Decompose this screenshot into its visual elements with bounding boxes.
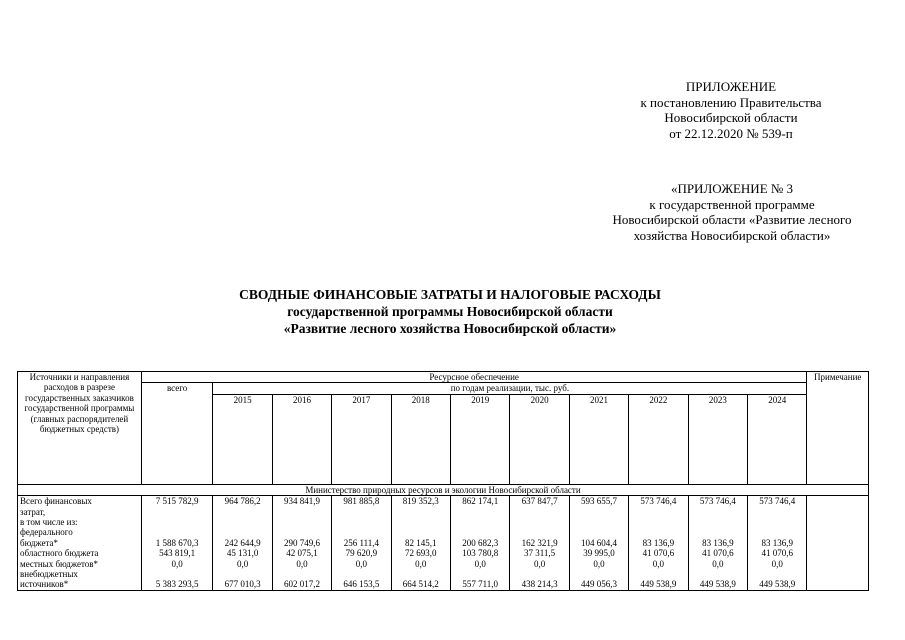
value-local: 0,0 xyxy=(771,558,783,569)
value-regional: 41 070,6 xyxy=(642,548,675,559)
year-values-cell xyxy=(510,496,569,591)
value-extrabudgetary: 664 514,2 xyxy=(402,579,439,590)
value-total: 964 786,2 xyxy=(224,496,261,507)
value-local: 0,0 xyxy=(593,558,605,569)
source-column-header: Источники и направления расходов в разрезе государственных заказчиков государственной программы (главных распорядителей бюджетных средств) xyxy=(18,372,142,485)
value-total: 637 847,7 xyxy=(521,496,558,507)
appendix-title: ПРИЛОЖЕНИЕ xyxy=(685,79,777,94)
value-local: 0,0 xyxy=(533,558,546,569)
value-regional: 41 070,6 xyxy=(702,548,734,559)
appendix3-header xyxy=(580,181,884,243)
year-values-cell xyxy=(272,496,331,591)
source-line: источников* xyxy=(20,579,69,590)
year-values-cell xyxy=(629,496,688,591)
year-header: 2023 xyxy=(688,394,747,484)
value-extrabudgetary: 449 538,9 xyxy=(759,579,796,590)
source-line: федерального xyxy=(20,527,73,538)
value-total: 7 515 782,9 xyxy=(155,496,199,507)
value-local: 0,0 xyxy=(474,558,486,569)
value-total: 934 841,9 xyxy=(283,496,320,507)
year-values-cell xyxy=(688,496,747,591)
value-federal: 83 136,9 xyxy=(761,537,793,548)
appendix-line: Новосибирской области xyxy=(664,110,798,125)
ministry-row: Министерство природных ресурсов и экологии Новосибирской области xyxy=(18,484,869,495)
value-extrabudgetary: 557 711,0 xyxy=(462,579,499,590)
value-local: 0,0 xyxy=(355,558,367,569)
year-values-cell xyxy=(213,496,272,591)
value-federal: 83 136,9 xyxy=(702,537,734,548)
year-header: 2022 xyxy=(629,394,688,484)
appendix3-line: Новосибирской области «Развитие лесного xyxy=(612,212,852,227)
value-regional: 45 131,0 xyxy=(226,548,259,559)
note-cell xyxy=(807,496,869,591)
value-extrabudgetary: 449 538,9 xyxy=(640,579,677,590)
value-regional: 39 995,0 xyxy=(583,548,615,559)
document-title xyxy=(130,286,770,337)
value-total: 573 746,4 xyxy=(640,496,677,507)
title-line: государственной программы Новосибирской области xyxy=(287,304,613,319)
value-extrabudgetary: 449 056,3 xyxy=(581,579,617,590)
value-local: 0,0 xyxy=(652,558,665,569)
by-years-header: по годам реализации, тыс. руб. xyxy=(213,383,807,394)
appendix-line: к постановлению Правительства xyxy=(640,94,822,110)
year-header: 2018 xyxy=(391,394,450,484)
value-extrabudgetary: 602 017,2 xyxy=(283,579,320,590)
value-extrabudgetary: 449 538,9 xyxy=(699,579,736,590)
year-header: 2016 xyxy=(272,394,331,484)
value-total: 593 655,7 xyxy=(581,496,617,507)
value-regional: 79 620,9 xyxy=(345,548,378,559)
source-cell xyxy=(18,496,142,591)
appendix3-title: «ПРИЛОЖЕНИЕ № 3 xyxy=(670,181,794,196)
value-extrabudgetary: 677 010,3 xyxy=(224,579,261,590)
value-regional: 543 819,1 xyxy=(159,548,196,559)
value-regional: 37 311,5 xyxy=(524,548,556,559)
note-column-header: Примечание xyxy=(807,372,869,485)
value-regional: 41 070,6 xyxy=(761,548,793,559)
total-values-cell xyxy=(141,496,213,591)
value-extrabudgetary: 5 383 293,5 xyxy=(155,579,199,590)
appendix-header xyxy=(600,79,862,141)
value-federal: 162 321,9 xyxy=(521,537,558,548)
value-local: 0,0 xyxy=(415,558,427,569)
value-total: 573 746,4 xyxy=(699,496,736,507)
year-header: 2024 xyxy=(748,394,807,484)
value-local: 0,0 xyxy=(296,558,308,569)
value-extrabudgetary: 438 214,3 xyxy=(521,579,558,590)
year-header: 2019 xyxy=(450,394,509,484)
value-total: 862 174,1 xyxy=(462,496,499,507)
year-header: 2015 xyxy=(213,394,272,484)
total-column-header: всего xyxy=(141,383,213,484)
value-local: 0,0 xyxy=(236,558,249,569)
source-line: местных бюджетов* xyxy=(20,558,99,569)
value-local: 0,0 xyxy=(171,558,183,569)
value-regional: 42 075,1 xyxy=(286,548,318,559)
value-total: 981 885,8 xyxy=(343,496,380,507)
value-total: 573 746,4 xyxy=(759,496,796,507)
year-values-cell xyxy=(332,496,391,591)
year-header: 2020 xyxy=(510,394,569,484)
year-values-cell xyxy=(569,496,628,591)
value-federal: 256 111,4 xyxy=(343,537,380,548)
value-total: 819 352,3 xyxy=(402,496,439,507)
year-values-cell xyxy=(391,496,450,591)
value-regional: 72 693,0 xyxy=(405,548,437,559)
value-federal: 290 749,6 xyxy=(283,537,320,548)
value-federal: 104 604,4 xyxy=(581,537,617,548)
value-federal: 200 682,3 xyxy=(462,537,499,548)
financial-costs-table xyxy=(17,371,869,591)
value-federal: 82 145,1 xyxy=(405,537,437,548)
value-federal: 83 136,9 xyxy=(642,537,675,548)
source-line: бюджета* xyxy=(20,537,59,548)
value-local: 0,0 xyxy=(712,558,724,569)
appendix3-line: к государственной программе xyxy=(649,196,815,212)
table-row xyxy=(18,496,869,591)
year-values-cell xyxy=(748,496,807,591)
year-header: 2017 xyxy=(332,394,391,484)
source-line: областного бюджета xyxy=(20,548,99,559)
appendix3-line: хозяйства Новосибирской области» xyxy=(633,227,831,243)
appendix-date-number: от 22.12.2020 № 539-п xyxy=(669,125,793,141)
value-extrabudgetary: 646 153,5 xyxy=(343,579,380,590)
value-federal: 242 644,9 xyxy=(224,537,261,548)
source-line: внебюджетных xyxy=(20,569,78,580)
title-line: «Развитие лесного хозяйства Новосибирской области» xyxy=(283,321,617,336)
source-line: в том числе из: xyxy=(20,517,78,528)
value-federal: 1 588 670,3 xyxy=(155,537,199,548)
year-values-cell xyxy=(450,496,509,591)
year-header: 2021 xyxy=(569,394,628,484)
source-line: затрат, xyxy=(20,506,46,517)
title-line: СВОДНЫЕ ФИНАНСОВЫЕ ЗАТРАТЫ И НАЛОГОВЫЕ РАСХОДЫ xyxy=(239,287,661,302)
value-regional: 103 780,8 xyxy=(462,548,499,559)
source-line: Всего финансовых xyxy=(20,496,92,507)
resource-header: Ресурсное обеспечение xyxy=(141,372,807,383)
